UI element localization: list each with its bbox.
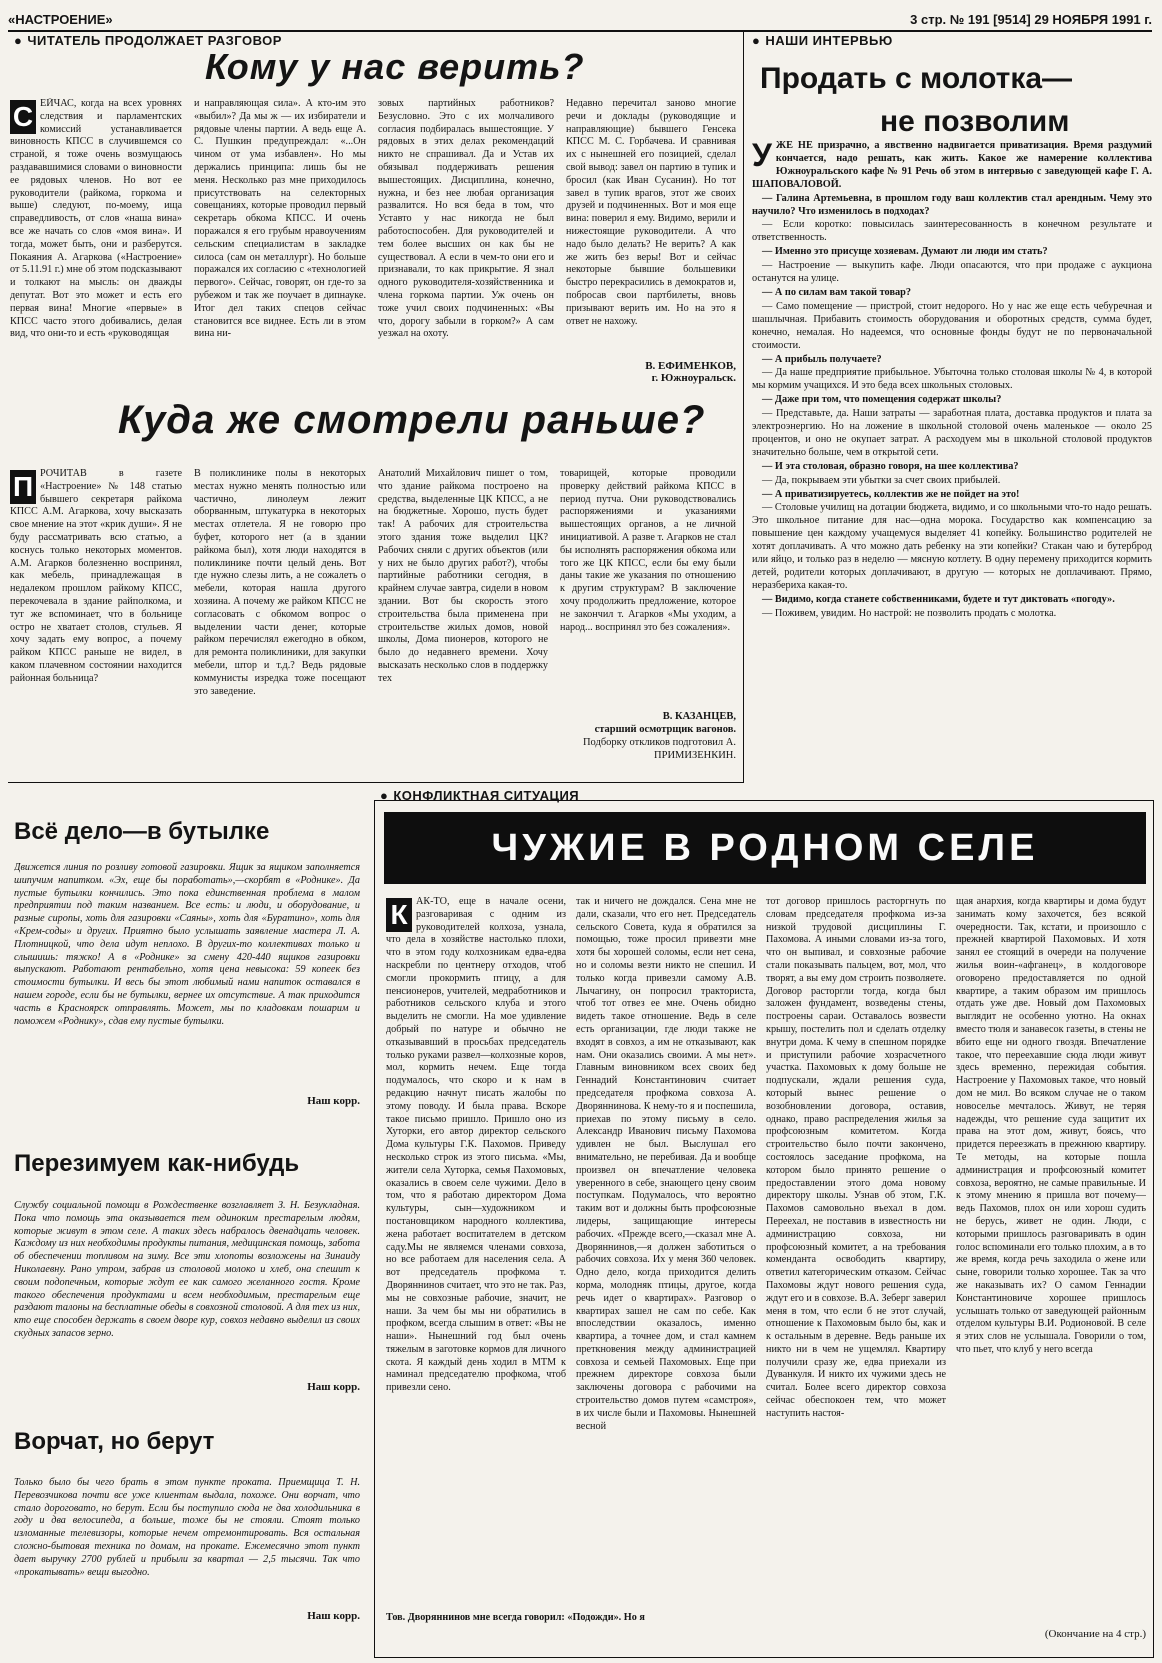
sidebar-item3-text: Только было бы чего брать в этом пункте проката. Приемщица Т. Н. Перевозчикова почти все уже клиентам выдала, похоже. Они ворчат, что стало дороговато, но берут. Если бы поступило сюда не два холодильника в году и два велосипеда, а больше, тоже бы не стояли. Стоят только изломанные телевизоры, которые нечем отремонтировать. Вся остальная сложно-бытовая техника по домам, на прокате. Ежемесячно этот пункт дает выручку 2700 рублей и прибыли за квартал — 2,5 тысячи. Так что «прокатывать» вещи выгодно. <box>14 1477 360 1578</box>
article1-signature: В. ЕФИМЕНКОВ, г. Южноуральск. <box>645 360 736 384</box>
interview-headline-2: не позволим <box>880 105 1070 138</box>
conflict-col2: так и ничего не дождался. Сена мне не дали, сказали, что его нет. Председатель сельского Совета, куда я обратился за помощью, тоже просил привезти мне хотя бы хорошей соломы, если нет сена, но и соломы везти никто не спешил. И только когда привезли самому А.В. Лычагину, он попросил тракториста, чтоб тот отвез ее мне. Очень обидно видеть такое отношение. Ведь в селе есть организации, где люди также не входят в совхоз, а им не отказывают, как нам. Они оказались своими. А мы нет». Главным виновником всех своих бед Геннадий Константинович считает председателя профкома совхоза А. Дворяннинова. К нему-то я и поспешила, приехав по этому письму в село. Александр Иванович письму Пахомова удивлен не был. Выслушал его внимательно, не перебивая. Да и вообще произвел он впечатление человека уверенного в себе, знающего цену своим поступкам. Подумалось, что вероятно таким вот и должны быть профсоюзные лидеры, защищающие интересы рабочих. «Прежде всего,—сказал мне А. Дворяннинов,—я должен заботиться о рабочих совхоза. Их у меня 360 человек. Одно дело, когда приходится делить корма, молодняк птицы, другое, когда речь идет о квартирах». Разговор о квартирах зашел не сам по себе. Как впоследствии оказалось, именно квартира, а точнее дом, и стал камнем преткновения между администрацией совхоза и семьей Пахомовых. Еще при прежнем директоре совхоза были заключены договора с рабочими на строительство домов путем «самстроя», в их числе были и Пахомовы. Нынешней весной <box>576 896 756 1432</box>
interview-headline-1: Продать с молотка— <box>760 62 1073 95</box>
conflict-col1: К АК-ТО, еще в начале осени, разговаривая с одним из руководителей колхоза, узнала, что дела в хозяйстве настолько плохи, что в этом году колхозникам едва-едва наскребли по центнеру отходов, чтоб смогли прокормить птицу, а для пенсионеров, учителей, медработников и работников сельского клуба и этого выделить не смогли. На мое удивление добрый по натуре и обычно не отказывавший в просьбах председатель только руками развел—колхозные коров, мол, кормить нечем. Еще тогда подумалось, что скоро и к нам в редакцию начнут писать жалобы по этому поводу. И была права. Вскоре такое письмо пришло. Пришло оно из Хуторки, его автор директор сельского Дома культуры Г.К. Пахомов. Приведу несколько строк из этого письма. «Мы, жители села Хуторка, семья Пахомовых, оказались в своем селе чужими. Дело в том, что я работаю директором Дома культуры, сын—художником и постановщиком народного коллектива, жена работает воспитателем в детском саду.Мы не являемся членами совхоза, но все работаем для населения села. А вот председатель профкома т. Дворяннинов считает, что это не так. Раз, мы не совхозные рабочие, значит, не наши. За чем бы мы ни обратились в профком, всегда слышим в ответ: «Вы не наши». Нынешний год был очень тяжелым в заготовке кормов для личного скота. Я каждый день ходил в МТМ к наминал председателю профкома, чтоб привезли сено. <box>386 896 566 1394</box>
article1-col4: Недавно перечитал заново многие речи и доклады (руководящие и направляющие) бывшего Генсека КПСС М. С. Горбачева. И сравнивая их с нынешней его позицией, сделал свой вывод: завел он партию в тупик и бросил (как Иван Сусанин). Но тот завел в тупик врагов, этот же своих друзей и подчиненных. Вот и моя еще вина: поверил я ему. Видимо, верили и нижестоящие руководители. А что надо было делать? Не верить? А как же жить без веры! Вот и сейчас некоторые бывшие большевики быстро перекрасились в демократов и, побросав свои партбилеты, вновь призывают верить им. Но на это я ответ не нахожу. <box>566 98 736 327</box>
issue-info: 3 стр. № 191 [9514] 29 НОЯБРЯ 1991 г. <box>910 12 1152 27</box>
headline-butylka: Всё дело—в бутылке <box>14 818 270 845</box>
headline-kuda-smotreli: Куда же смотрели раньше? <box>118 398 706 442</box>
rubric-interview: ● НАШИ ИНТЕРВЬЮ <box>752 33 893 48</box>
sidebar-item2-text: Службу социальной помощи в Рождественке возглавляет З. Н. Безукладная. Пока что помощь эта оказывается тем одиноким престарелым людям, которые живут в этом селе. А таких здесь набралось двенадцать человек. Каждому из них необходимы продукты питания, медицинская помощь, забота об обеспечении топливом на зиму. Все эти хлопоты возложены на Зинаиду Николаевну. Рано утром, забрав из столовой молоко и хлеб, она спешит к своим подопечным, которые ждут ее как самого желанного гостя. Кроме такого обеспечения продуктами и всем необходимым, престарелым еще раздают талоны на бесплатные обеды в совхозной столовой. А для тех из них, кто еще способен держать в своем дворе кур, совхоз недавно выделил из своих скудных запасов зерно. <box>14 1200 360 1339</box>
article1-col2: и направляющая сила». А кто-им это «выбил»? Да мы ж — их избиратели и рядовые члены партии. А ведь еще А. С. Пушкин предупреждал: «...Он чином от ума избавлен». Но мы держались принципа: лишь бы не меня. Несколько раз мне приходилось присутствовать на селекторных совещаниях, которые проводил первый секретарь обкома КПСС. И очень поражался я его грубым нравоучениям сельским специалистам в закладке силоса (сам он металлург). Но больше поражался их согласию с «технологией первого». Сейчас, говорят, он где-то за рубежом и так же поучает в дипнауке. Итог дел таких спецов сейчас становится все виднее. Есть ли в этом вина ни- <box>194 98 366 340</box>
page-header <box>8 8 1152 32</box>
headline-vorchat: Ворчат, но берут <box>14 1428 215 1455</box>
newspaper-name: «НАСТРОЕНИЕ» <box>8 12 113 27</box>
conflict-col4: щая анархия, когда квартиры и дома будут занимать кому захочется, без всякой очередности. Так, кстати, и произошло с прежней квартирой Пахомовых. И хотя занял ее стоящий в очереди на получение жилья воин-«афганец», в колдоговоре оговорено предоставляется по одной квартире, а таким образом им пришлось отдать уже две. Новый дом Пахомовых выглядит не особенно уютно. На окнах вместо тюля и занавесок газеты, в стены не вбито еще ни одного гвоздя. Впечатление такое, что переехавшие сюда люди живут здесь временно, пережидая события. Настроение у Пахомовых такое, что новый дом не мил. Во всяком случае не о таком новоселье мечталось. Живут, не теряя надежды, что решение суда защитит их права на этот дом, живут, боясь, что придется переезжать в прежнюю квартиру. Те методы, на которые пошла администрация и профсоюзный комитет совхоза, вероятно, не самые правильные. И к этому мнению я пришла вот почему—ведь Пахомов, плох он или хорош судить не берусь, живет не один. Люди, с которыми пришлось разговаривать в один голос вспоминали его только плохим, а в то же время, когда речь заходила о жене или сыне, говорили только хорошее. Так за что же наказывать их? О самом Геннадии Константиновиче хорошее пришлось услышать только от заведующей районным отделом культуры В.И. Родионовой. В селе я этих слов не услышала. Говорили о том, что пьет, что клуб у него всегда <box>956 896 1146 1355</box>
headline-perezimuem: Перезимуем как-нибудь <box>14 1150 300 1177</box>
sidebar-item1-signature: Наш корр. <box>307 1095 360 1107</box>
sidebar-item1-text: Движется линия по розливу готовой газировки. Ящик за ящиком заполняется шипучим напитком. «Эх, еще бы поработать»,—скорбят в «Роднике». Да пустые бутылки кончились. Это пока единственная проблема в малом предприятии под таким названием. Все есть: и люди, и оборудование, и разные сиропы, хоть для газировки «Саяны», хоть для «Буратино», хоть для «Крем-соды» и других. Приятно было услышать заявление мастера Л. А. Плотницкой, что дела идут неплохо. В других-то коллективах только и слышишь: тяжко! А в «Роднике» за смену 420-440 ящиков газировки выпускают. Работают рентабельно, хотя цена невысока: 59 копеек без стоимости бутылки. И весь бы этот любимый нами напиток оставался в нашем городе, если бы не бутылки, вернее их отсутствие. А так приходится часть в Красноярск отправлять. Может, мы по кладовкам пошарим и поможем «Роднику», сдав ему пустые бутылки. <box>14 862 360 1027</box>
conflict-tail: Тов. Дворяннинов мне всегда говорил: «Подожди». Но я <box>386 1612 645 1623</box>
conflict-banner: ЧУЖИЕ В РОДНОМ СЕЛЕ <box>384 812 1146 884</box>
continued-note: (Окончание на 4 стр.) <box>1044 1628 1146 1640</box>
headline-komu-verit: Кому у нас верить? <box>205 46 585 87</box>
section-rule <box>8 782 744 783</box>
sidebar-item2-signature: Наш корр. <box>307 1381 360 1393</box>
column-rule <box>743 30 744 782</box>
article2-col3: Анатолий Михайлович пишет о том, что здание райкома построено на средства, выделенные ЦК КПСС, а не на бюджетные. Хорошо, пусть будет так! А рабочих для строительства этого здания тоже выделил ЦК? Рабочих сняли с других объектов (или у них не было других работ?), чтобы партийные работники сегодня, в крайнем случае завтра, сидели в новом здании. Вот бы скорость этого строительства была применена при строительстве жилых домов, новой школы, Дома пионеров, которого не было до недавнего времени. Хочу высказать несколько слов в поддержку тех <box>378 468 548 684</box>
drop-cap-s: С <box>10 100 36 134</box>
drop-cap-p: П <box>10 470 36 504</box>
interview-body: У ЖЕ НЕ призрачно, а явственно надвигается приватизация. Время раздумий кончается, надо решать, как жить. Какое же намерение коллектива Южноуральского кафе № 91 Речь об этом в интервью с заведующей кафе Г. А. ШАПОВАЛОВОЙ. — Галина Артемьевна, в прошлом году ваш коллектив стал арендным. Чему это научило? Что изменилось в подходах? — Если коротко: повысилась заинтересованность в конечном результате и ответственность. — Именно это присуще хозяевам. Думают ли люди им стать? — Настроение — выкупить кафе. Люди опасаются, что при продаже с аукциона останутся на улице. — А по силам вам такой товар? — Само помещение — пристрой, стоит недорого. Но у нас же еще есть чебуречная и шашлычная. Прибавить стоимость оборудования и оборотных средств, сумма будет, конечно, немалая. Но надеемся, что основные фонды будут не по первоначальной стоимости. — А прибыль получаете? — Да наше предприятие прибыльное. Убыточна только столовая школы № 4, в которой мы кормим учащихся. И это беда всех школьных столовых. — Даже при том, что помещения содержат школы? — Представьте, да. Наши затраты — заработная плата, доставка продуктов и плата за электроэнергию. Но на ложение в школьной столовой очень маленькое — около 25 процентов, и оно не окупает затрат. А расходуем мы в школьной столовой продуктов значительно больше, чем в открытой сети. — И эта столовая, образно говоря, на шее коллектива? — Да, покрываем эти убытки за счет своих прибылей. — А приватизируетесь, коллектив же не пойдет на это! — Столовые училищ на дотации бюджета, видимо, и со школьными что-то надо решать. Это школьное питание для нас—одна морока. Государство как компенсацию за повышение цен каждому учащемуся выделяет 41 копейку. Большинство родителей не хотят доплачивать. А что можно дать ребенку на эти копейки? Стакан чаю и бутерброд или яйцо, и только раз в неделю — мясную котлету. В одну перемену приходится кормить детей, родители которых доплачивают, в другую — которых не доплачивают. Прямо, неразбериха какая-то. — Видимо, когда станете собственниками, будете и тут диктовать «погоду». — Поживем, увидим. Но настрой: не позволить продать с молотка. <box>752 140 1152 619</box>
conflict-col3: тот договор пришлось расторгнуть по словам председателя профкома из-за низкой трудовой дисциплины Г. Пахомова. А иными словами из-за того, что он выпивал, и совхозные рабочие стали показывать пальцем, вот, мол, что творят, а вы ему дом строить позволяете. Договор расторгли тогда, когда был заложен фундамент, возведены стены, построены сараи. Оставалось возвести крышу, постелить пол и сделать отделку внутри дома. К чему в спешном порядке и приступили рабочие хозрасчетного участка. Пахомовых к дому больше не подпускали, ждали решения суда, который вынес решение о возобновлении договора, оставив, однако, право распределения жилья за профсоюзным комитетом. Когда строительство было почти закончено, состоялось заседание профкома, на котором было принято решение о предоставлении этого дома новому директору школы. Узнав об этом, Г.К. Пахомов самовольно въехал в дом. Переехал, не поставив в известность ни администрацию совхоза, ни профсоюзный комитет, а на требования коменданта освободить квартиру, ответил категорическим отказом. Сейчас Пахомовы ждут нового решения суда, ждут его и в совхозе. В.А. Зеберг заверил меня в том, что если б не этот случай, отношение к Пахомовым было бы, как и к остальным в деревне. Ведь раньше их никто ни в чем не ущемлял. Квартиру получили сразу же, едва приехали из Дуванкуля. И никто их чужими здесь не считал. Более всего директор совхоза сейчас обеспокоен тем, что может наступить настоя- <box>766 896 946 1419</box>
article2-signature-block: В. КАЗАНЦЕВ, старший осмотрщик вагонов. Подборку откликов подготовил А. ПРИМИЗЕНКИН. <box>582 711 736 761</box>
article2-col4: товарищей, которые проводили проверку действий райкома КПСС в период путча. Они руководствовались распоряжениями и указаниями вышестоящих органов, а не личной инициативой. А разве т. Агарков не стал бы исполнять распоряжения обкома или того же ЦК КПСС, если бы ему были даны такие же указания по отношению к другим структурам? В заключение хочу продолжить предложение, которое не закончил т. Агарков «Мы уходим, а народ... воспринял это без сожаления». <box>560 468 736 633</box>
interview-drop-cap: У <box>752 140 772 173</box>
rubric-reader: ● ЧИТАТЕЛЬ ПРОДОЛЖАЕТ РАЗГОВОР <box>14 33 282 48</box>
rubric-conflict: ● КОНФЛИКТНАЯ СИТУАЦИЯ <box>380 788 579 803</box>
article1-col3: зовых партийных работников? Безусловно. Это с их молчаливого согласия подбиралась вышестоящие. У рядовых в этих делах рекомендаций никто не спрашивал. Да и Устав их обязывал поддерживать решения вышестоящих. Дисциплина, конечно, нужна, и без нее любая организация развалится. Но вся беда в том, что Уставто у нас никогда не был работоспособен. Для руководителей и тем более высших он как бы не существовал. А если в чем-то они его и признавали, то как прикрытие. Я знал одного руководителя-хозяйственника и члена горкома партии. Уж очень он тоже учил своих подчиненных: «Вы что, дорогу забыли в горком?» А сам уезжал на охоту. <box>378 98 554 340</box>
article2-col1: П РОЧИТАВ в газете «Настроение» № 148 статью бывшего секретаря райкома КПСС А.М. Агаркова, хочу высказать свое мнение на этот «крик души». Я не буду рассматривать всю статью, а коснусь только некоторых моментов. А.М. Агарков болезненно воспринял, как мебель, принадлежащая в недалеком прошлом райкому КПСС, перекочевала в здание райполкома, и тут же вспоминает, что в больнице остро не хватает столов, стульев. Я хочу задать ему вопрос, а почему райком КПСС раньше не видел, в каком плачевном состоянии находится районная больница? <box>10 468 182 684</box>
article2-col2: В поликлинике полы в некоторых местах нужно менять полностью или частично, линолеум лежит оборванным, штукатурка в некоторых местах отлетела. Я не говорю про буфет, которого нет (а в здании райкома был), хотя люди находятся в поликлинике почти целый день. Вот где нужно слезы лить, а не сожалеть о мебели, которая нашла другого хозяина. А почему же райком КПСС не согласовать с обкомом вопрос о выделении части денег, которые райком перечислял ежегодно в обком, для ремонта поликлиники, для закупки мебели, штор и т.д.? Ведь рядовые коммунисты изредка тоже посещают это заведение. <box>194 468 366 697</box>
article1-col1: С ЕЙЧАС, когда на всех уровнях следствия и парламентских комиссий устанавливается виновность КПСС в случившемся со страной, я тоже очень возмущаюсь раздававшимися словами о виновности ее рядовых членов. Но вот ее руководители (райкома, горкома и выше) следуют, по-моему, ища справедливость, от слов «наша вина» все же начать со слов «моя вина». И тогда, может быть, они и разберутся. Покаяния А. Агаркова («Настроение» от 5.11.91 г.) мне об этом подсказывают и толкают на мысль: он дважды депутат. Вот это может и есть его первая вина! Многие «первые» в КПСС часто этого добивались, делая вид, что они-то и есть «руководящая <box>10 98 182 340</box>
drop-cap-k: К <box>386 898 412 932</box>
sidebar-item3-signature: Наш корр. <box>307 1610 360 1622</box>
